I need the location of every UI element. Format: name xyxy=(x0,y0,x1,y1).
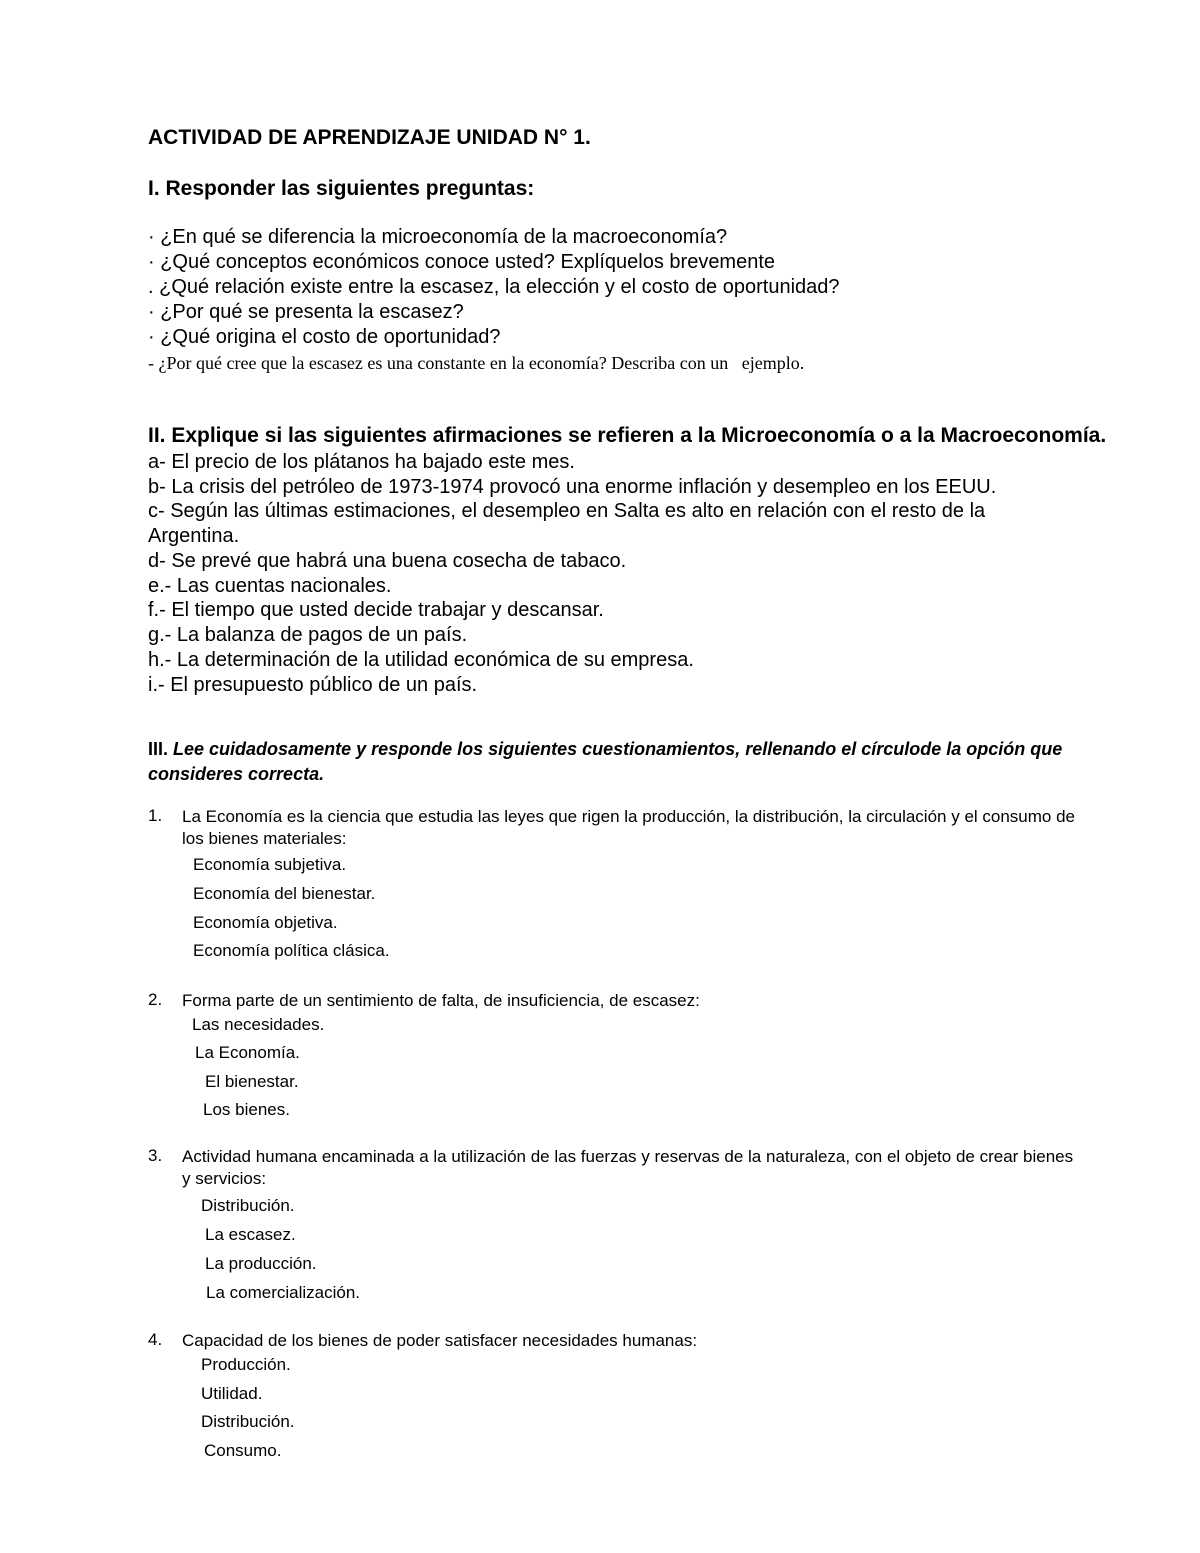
statement-c: c- Según las últimas estimaciones, el desempleo en Salta es alto en relación con el resto de la xyxy=(148,500,986,522)
item-2-text: Forma parte de un sentimiento de falta, de insuficiencia, de escasez: xyxy=(182,991,700,1010)
statement-b: b- La crisis del petróleo de 1973-1974 provocó una enorme inflación y desempleo en los EEUU. xyxy=(148,476,997,498)
item-2-option-4[interactable]: Los bienes. xyxy=(203,1100,290,1119)
section-2-heading: II. Explique si las siguientes afirmaciones se refieren a la Microeconomía o a la Macroeconomía. xyxy=(148,424,1107,447)
item-2-number: 2. xyxy=(148,990,163,1009)
question-3: . ¿Qué relación existe entre la escasez, la elección y el costo de oportunidad? xyxy=(148,276,840,298)
statement-g: g.- La balanza de pagos de un país. xyxy=(148,624,468,646)
statement-a: a- El precio de los plátanos ha bajado este mes. xyxy=(148,451,575,473)
item-2-option-3[interactable]: El bienestar. xyxy=(205,1072,299,1091)
item-4-option-2[interactable]: Utilidad. xyxy=(201,1384,263,1403)
question-1: · ¿En qué se diferencia la microeconomía de la macroeconomía? xyxy=(148,226,728,248)
item-4-option-1[interactable]: Producción. xyxy=(201,1355,291,1374)
item-4-option-4[interactable]: Consumo. xyxy=(204,1441,282,1460)
item-2-option-1[interactable]: Las necesidades. xyxy=(192,1015,325,1034)
item-4-text: Capacidad de los bienes de poder satisfacer necesidades humanas: xyxy=(182,1331,698,1350)
question-4: · ¿Por qué se presenta la escasez? xyxy=(148,301,464,323)
statement-d: d- Se prevé que habrá una buena cosecha de tabaco. xyxy=(148,550,627,572)
document-title: ACTIVIDAD DE APRENDIZAJE UNIDAD N° 1. xyxy=(148,126,591,149)
question-2: · ¿Qué conceptos económicos conoce usted? Explíquelos brevemente xyxy=(148,251,776,273)
section-1-heading: I. Responder las siguientes preguntas: xyxy=(148,177,535,200)
item-1-option-2[interactable]: Economía del bienestar. xyxy=(193,884,376,903)
item-2-option-2[interactable]: La Economía. xyxy=(195,1043,300,1062)
question-5: · ¿Qué origina el costo de oportunidad? xyxy=(148,326,501,348)
item-1-option-4[interactable]: Economía política clásica. xyxy=(193,941,390,960)
statement-i: i.- El presupuesto público de un país. xyxy=(148,674,478,696)
item-1-option-3[interactable]: Economía objetiva. xyxy=(193,913,338,932)
item-3-number: 3. xyxy=(148,1146,163,1165)
section-3-instructions: Lee cuidadosamente y responde los siguientes cuestionamientos, rellenando el círculode la opción que consideres correcta. xyxy=(148,739,1063,784)
item-4-number: 4. xyxy=(148,1330,163,1349)
item-1-text: La Economía es la ciencia que estudia las leyes que rigen la producción, la distribución, la circulación y el consumo de los bienes materiales: xyxy=(182,807,1076,848)
item-3-option-4[interactable]: La comercialización. xyxy=(206,1283,361,1302)
question-6: - ¿Por qué cree que la escasez es una constante en la economía? Describa con un ejemplo. xyxy=(148,353,805,373)
item-3-option-1[interactable]: Distribución. xyxy=(201,1196,295,1215)
statement-e: e.- Las cuentas nacionales. xyxy=(148,575,392,597)
item-3-text: Actividad humana encaminada a la utilización de las fuerzas y reservas de la naturaleza, con el objeto de crear bienes y servicios: xyxy=(182,1147,1074,1188)
statement-h: h.- La determinación de la utilidad económica de su empresa. xyxy=(148,649,694,671)
section-3-heading xyxy=(148,737,1138,787)
statement-c-cont: Argentina. xyxy=(148,525,240,547)
item-1-number: 1. xyxy=(148,806,163,825)
item-4-option-3[interactable]: Distribución. xyxy=(201,1412,295,1431)
statement-f: f.- El tiempo que usted decide trabajar y descansar. xyxy=(148,599,604,621)
item-3-option-2[interactable]: La escasez. xyxy=(205,1225,296,1244)
item-3-option-3[interactable]: La producción. xyxy=(205,1254,317,1273)
item-1-option-1[interactable]: Economía subjetiva. xyxy=(193,855,347,874)
section-3-numeral: III. xyxy=(148,739,169,759)
